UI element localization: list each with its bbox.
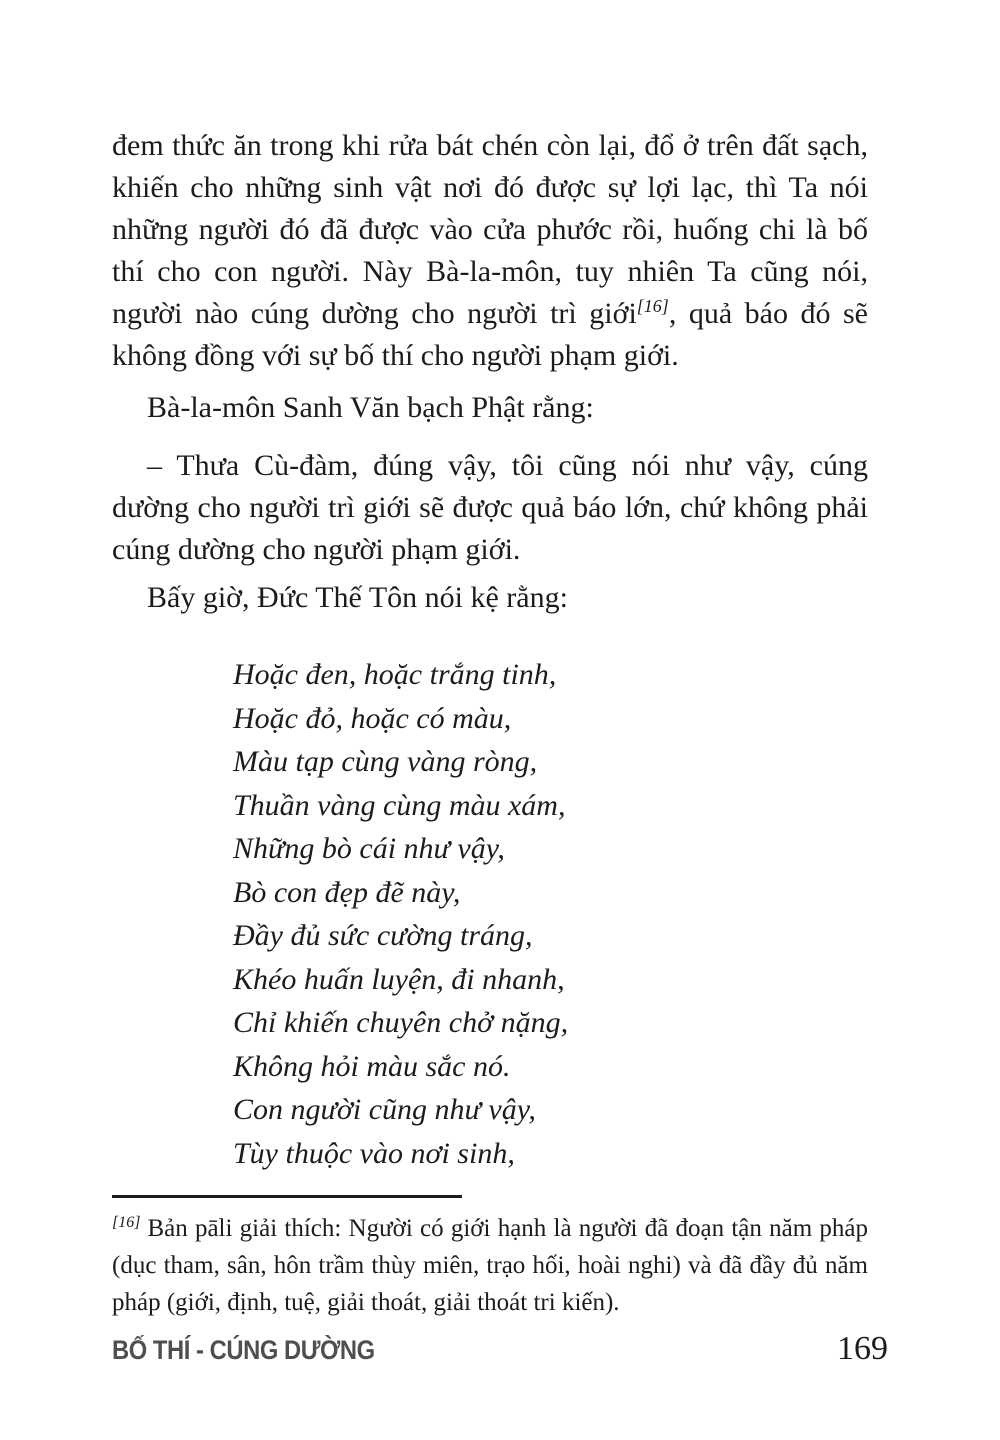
footnote-reference-16: [16] [636,296,669,316]
paragraph-verse-intro: Bấy giờ, Đức Thế Tôn nói kệ rằng: [147,581,568,614]
page-number: 169 [837,1330,888,1367]
verse-line: Thuần vàng cùng màu xám, [233,788,566,822]
verse-line: Tùy thuộc vào nơi sinh, [233,1136,515,1170]
verse-line: Hoặc đen, hoặc trắng tinh, [233,658,557,691]
paragraph-text-tail: , quả báo đó sẽ không đồng với sự bố thí cho người phạm giới. [112,297,868,372]
verse-block [233,653,868,1175]
footnote-divider [112,1195,462,1198]
verse-line: Khéo huấn luyện, đi nhanh, [233,962,565,996]
paragraph-continuation [112,125,868,377]
verse-line: Con người cũng như vậy, [233,1093,536,1126]
paragraph-reply: – Thưa Cù-đàm, đúng vậy, tôi cũng nói như vậy, cúng dường cho người trì giới sẽ được quả báo lớn, chứ không phải cúng dường cho người phạm giới. [112,449,868,566]
verse-line: Những bò cái như vậy, [233,832,505,865]
running-footer-title: BỐ THÍ - CÚNG DƯỜNG [112,1335,375,1365]
page-footer [112,1330,888,1368]
footnote-marker: [16] [112,1213,141,1231]
verse-line: Bò con đẹp đẽ này, [233,875,461,909]
paragraph-brahmin-speaks: Bà-la-môn Sanh Văn bạch Phật rằng: [147,391,594,424]
verse-line: Chỉ khiến chuyên chở nặng, [233,1006,569,1039]
verse-line: Hoặc đỏ, hoặc có màu, [233,701,512,735]
footnote [112,1210,868,1321]
verse-line: Không hỏi màu sắc nó. [233,1049,511,1083]
page-body [112,125,868,1321]
verse-line: Đầy đủ sức cường tráng, [233,919,533,952]
paragraph-text: đem thức ăn trong khi rửa bát chén còn lại, đổ ở trên đất sạch, khiến cho những sinh vật nơi đó được sự lợi lạc, thì Ta nói những người đó đã được vào cửa phước rồi, huống chi là bố thí cho con người. Này Bà-la-môn, tuy nhiên Ta cũng nói, người nào cúng dường cho người trì giới [112,129,868,330]
footnote-text: Bản pāli giải thích: Người có giới hạnh là người đã đoạn tận năm pháp (dục tham, sân, hôn trầm thùy miên, trạo hối, hoài nghi) và đã đầy đủ năm pháp (giới, định, tuệ, giải thoát, giải thoát tri kiến). [112,1215,868,1316]
verse-line: Màu tạp cùng vàng ròng, [233,745,538,778]
